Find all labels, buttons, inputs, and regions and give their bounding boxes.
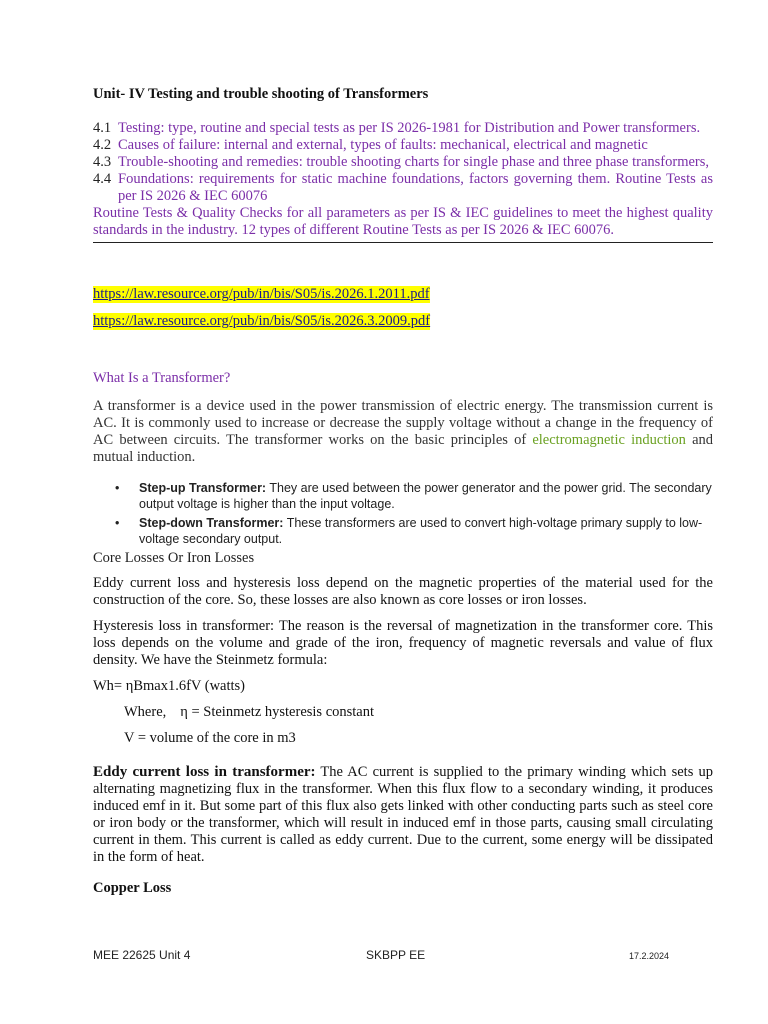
core-losses-paragraph: Eddy current loss and hysteresis loss depend on the magnetic properties of the material used for the construction of the core. So, these losses are also known as core losses or iron losses. bbox=[93, 575, 713, 608]
footer-course-code: MEE 22625 Unit 4 bbox=[93, 948, 191, 962]
transformer-intro-paragraph bbox=[93, 398, 713, 466]
topic-number: 4.2 bbox=[93, 137, 112, 153]
unit-title: Unit- IV Testing and trouble shooting of Transformers bbox=[93, 86, 429, 102]
topic-item bbox=[93, 120, 713, 137]
eddy-current-lead: Eddy current loss in transformer: bbox=[93, 764, 316, 780]
where-text: η = Steinmetz hysteresis constant bbox=[180, 704, 375, 720]
topic-number: 4.3 bbox=[93, 154, 112, 170]
bullet-term: Step-down Transformer: bbox=[139, 516, 284, 530]
electromagnetic-induction-link[interactable]: electromagnetic induction bbox=[532, 432, 686, 448]
eddy-current-paragraph bbox=[93, 764, 713, 866]
eddy-current-text: The AC current is supplied to the primary winding which sets up alternating magnetizing flux in the transformer. When this flux flow to a secondary winding, it produces induced emf in it. But some part of this flux also gets linked with other conducting parts such as steel core or iron body or the transformer, which will result in induced emf in those parts, causing small circulating current in them. This current is called as eddy current. Due to the current, some energy will be dissipated in the form of heat. bbox=[93, 764, 713, 865]
document-page bbox=[93, 0, 713, 1024]
footer-date: 17.2.2024 bbox=[629, 951, 670, 961]
bullet-text: They are used between the power generator and the power grid. The secondary output voltage is higher than the input voltage. bbox=[139, 481, 712, 511]
is-2026-part3-link[interactable]: https://law.resource.org/pub/in/bis/S05/is.2026.3.2009.pdf bbox=[93, 313, 431, 329]
topic-number: 4.4 bbox=[93, 171, 112, 187]
bullet-icon: • bbox=[115, 516, 120, 530]
topic-item bbox=[93, 171, 713, 204]
transformer-types-list bbox=[93, 481, 713, 551]
bullet-icon: • bbox=[115, 481, 120, 495]
topic-item bbox=[93, 154, 713, 171]
topic-text: Foundations: requirements for static machine foundations, factors governing them. Routine Tests as per IS 2026 & IEC 60076 bbox=[118, 171, 713, 204]
steinmetz-formula: Wh= ηBmax1.6fV (watts) bbox=[93, 678, 246, 694]
footer-department: SKBPP EE bbox=[366, 948, 426, 962]
formula-where-line bbox=[124, 704, 374, 721]
core-losses-heading: Core Losses Or Iron Losses bbox=[93, 550, 255, 566]
list-item bbox=[93, 516, 713, 547]
hysteresis-paragraph: Hysteresis loss in transformer: The reason is the reversal of magnetization in the transformer core. This loss depends on the volume and grade of the iron, frequency of magnetic reversals and value of flux density. We have the Steinmetz formula: bbox=[93, 618, 713, 668]
topic-text: Testing: type, routine and special tests as per IS 2026-1981 for Distribution and Power transformers. bbox=[118, 120, 701, 136]
topic-number: 4.1 bbox=[93, 120, 112, 136]
intro-text-end: and mutual induction. bbox=[93, 432, 714, 465]
topic-list bbox=[93, 120, 713, 243]
topic-text: Causes of failure: internal and external, types of faults: mechanical, electrical and magnetic bbox=[118, 137, 648, 153]
volume-definition: V = volume of the core in m3 bbox=[124, 730, 296, 746]
where-label: Where, bbox=[124, 704, 167, 720]
topic-text: Trouble-shooting and remedies: trouble shooting charts for single phase and three phase transformers, bbox=[118, 154, 710, 170]
bullet-text: These transformers are used to convert high-voltage primary supply to low-voltage secondary output. bbox=[139, 516, 703, 546]
intro-text: A transformer is a device used in the power transmission of electric energy. The transmission current is AC. It is commonly used to increase or decrease the supply voltage without a change in the frequency of AC between circuits. The transformer works on the basic principles of bbox=[93, 398, 713, 448]
list-item bbox=[93, 481, 713, 512]
copper-loss-heading: Copper Loss bbox=[93, 880, 172, 896]
bullet-term: Step-up Transformer: bbox=[139, 481, 267, 495]
routine-tests-note: Routine Tests & Quality Checks for all parameters as per IS & IEC guidelines to meet the highest quality standards in the industry. 12 types of different Routine Tests as per IS 2026 & IEC 60076. bbox=[93, 205, 713, 243]
section-heading-what-is-transformer: What Is a Transformer? bbox=[93, 370, 231, 386]
topic-item bbox=[93, 137, 713, 154]
is-2026-part1-link[interactable]: https://law.resource.org/pub/in/bis/S05/is.2026.1.2011.pdf bbox=[93, 286, 430, 302]
